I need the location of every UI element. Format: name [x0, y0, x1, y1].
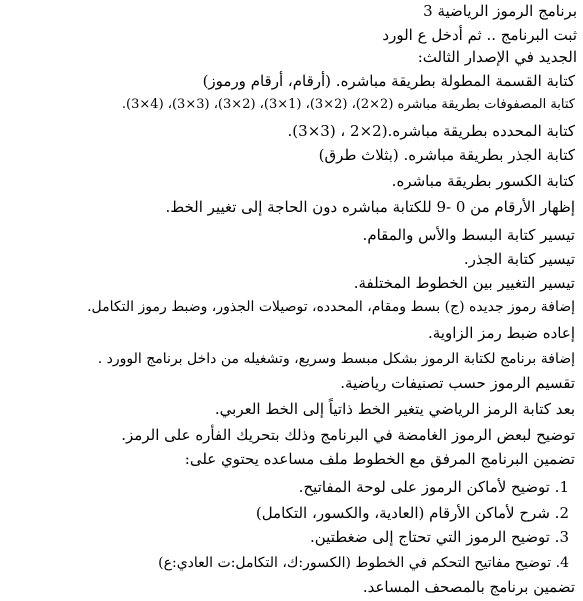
feature-line-root: كتابة الجذر بطريقة مباشره. (بثلاث طرق)	[318, 146, 575, 164]
feature-line-fractions: كتابة الكسور بطريقة مباشره.	[391, 172, 575, 190]
feature-line-new-symbols: إضافة رموز جديده (ج) بسط ومقام، المحدده، توصيلات الجذور، وضبط رموز التكامل.	[87, 299, 575, 315]
feature-line-long-division: كتابة القسمة المطولة بطريقة مباشره. (أرقام، أرقام ورموز)	[202, 72, 575, 90]
feature-line-categories: تقسيم الرموز حسب تصنيفات رياضية.	[340, 374, 575, 392]
feature-line-tooltips: توضيح لبعض الرموز الغامضة في البرنامج وذلك بتحريك الفأره على الرمز.	[121, 426, 575, 444]
help-item-1: 1. توضيح لأماكن الرموز على لوحة المفاتيح.	[298, 478, 569, 496]
feature-line-font-switch: تيسير التغيير بين الخطوط المختلفة.	[353, 274, 575, 292]
document-title: برنامج الرموز الرياضية 3	[423, 2, 577, 20]
feature-line-auto-font: بعد كتابة الرمز الرياضي يتغير الخط ذاتياً إلى الخط العربي.	[214, 400, 575, 418]
install-note: ثبت البرنامج .. ثم أدخل ع الورد	[382, 26, 577, 44]
feature-line-determinant: كتابة المحدده بطريقة مباشره.(2×2 ، (3×3).	[287, 122, 575, 140]
feature-line-help-file: تضمين البرنامج المرفق مع الخطوط ملف مساعده يحتوي على:	[184, 450, 575, 468]
feature-line-digits: إظهار الأرقام من 0 -9 للكتابة مباشره دون الحاجة إلى تغيير الخط.	[165, 198, 575, 216]
section-heading: الجديد في الإصدار الثالث:	[417, 48, 577, 66]
feature-line-addin: إضافة برنامج لكتابة الرموز بشكل مبسط وسريع، وتشغيله من داخل برنامج الوورد .	[97, 351, 575, 367]
feature-line-angle: إعاده ضبط رمز الزاوية.	[428, 324, 575, 342]
help-item-3: 3. توضيح الرموز التي تحتاج إلى ضغطتين.	[310, 528, 569, 546]
feature-line-numerator-exponent: تيسير كتابة البسط والأس والمقام.	[362, 226, 575, 244]
feature-line-mushaf: تضمين برنامج بالمصحف المساعد.	[362, 578, 575, 596]
help-item-4: 4. توضيح مفاتيح التحكم في الخطوط (الكسور:ك، التكامل:ت العادي:ع)	[158, 555, 569, 571]
help-item-2: 2. شرح لأماكن الأرقام (العادية، والكسور، التكامل)	[255, 504, 569, 522]
feature-line-root-ease: تيسير كتابة الجذر.	[463, 250, 575, 268]
feature-line-matrices: كتابة المصفوفات بطريقة مباشره (2×2)، (2×3)، (1×3)، (2×3)، (3×3)، (4×3).	[121, 97, 575, 112]
